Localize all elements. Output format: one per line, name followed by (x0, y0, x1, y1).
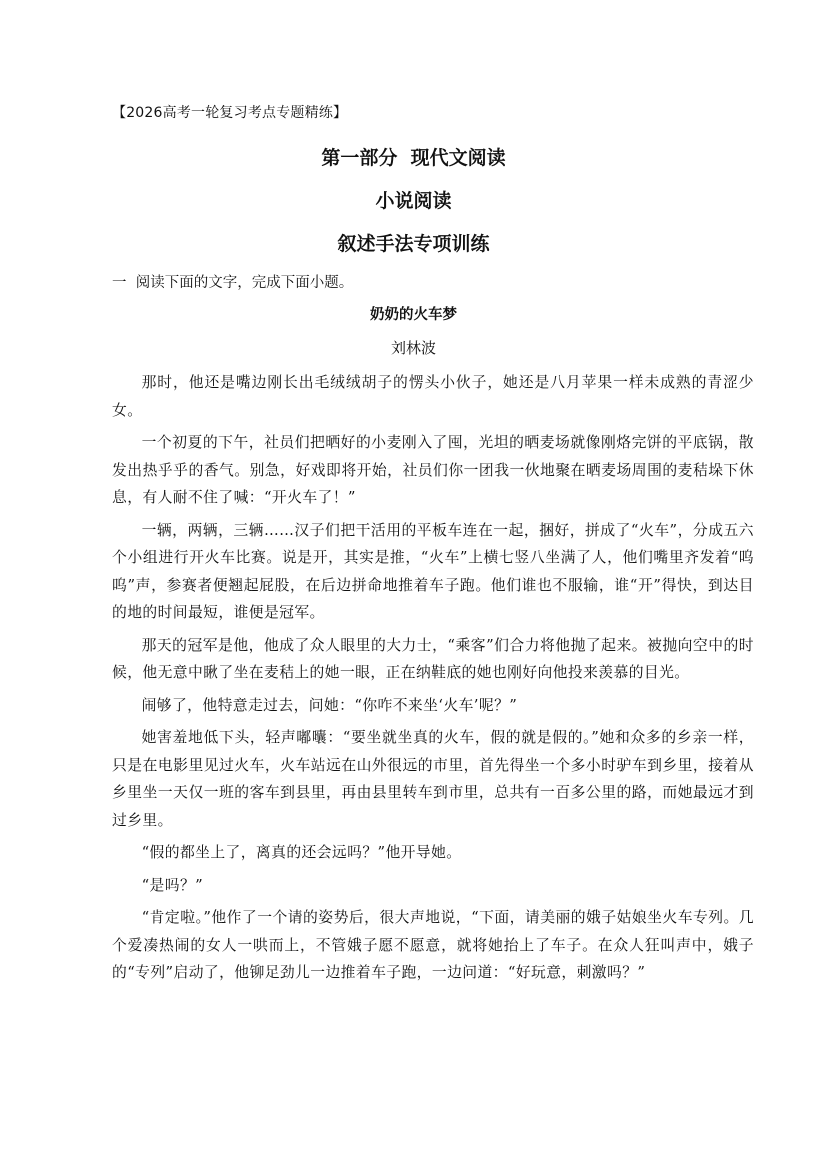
paragraph: 她害羞地低下头，轻声嘟囔：“要坐就坐真的火车，假的就是假的。”她和众多的乡亲一样，只是在电影里见过火车，火车站远在山外很远的市里，首先得坐一个多小时驴车到乡里，接着从乡里坐一天仅一班的客车到县里，再由县里转车到市里，总共有一百多公里的路，而她最远才到过乡里。 (112, 729, 754, 829)
paragraph: 闹够了，他特意走过去，问她：“你咋不来坐‘火车’呢？” (141, 696, 518, 714)
part-title: 第一部分 现代文阅读 (321, 147, 506, 169)
paragraph: 那时，他还是嘴边刚长出毛绒绒胡子的愣头小伙子，她还是八月苹果一样未成熟的青涩少女。 (112, 374, 754, 419)
paragraph: “是吗？” (141, 876, 204, 894)
story-author: 刘林波 (390, 339, 436, 357)
paragraph: 那天的冠军是他，他成了众人眼里的大力士，“乘客”们合力将他抛了起来。被抛向空中的时候，他无意中瞅了坐在麦秸上的她一眼，正在纳鞋底的她也刚好向他投来羡慕的目光。 (112, 636, 754, 681)
section-title: 小说阅读 (375, 190, 452, 212)
paragraph: “假的都坐上了，离真的还会远吗？”他开导她。 (141, 844, 462, 861)
story-body (112, 369, 754, 992)
paragraph: 一辆，两辆，三辆……汉子们把干活用的平板车连在一起，捆好，拼成了“火车”，分成五六个小组进行开火车比赛。说是开，其实是推，“火车”上横七竖八坐满了人，他们嘴里齐发着“呜呜”声，参赛者便翘起屁股，在后边拼命地推着车子跑。他们谁也不服输，谁“开”得快，到达目的地的时间最短，谁便是冠军。 (112, 521, 754, 621)
header-tag: 【2026高考一轮复习考点专题精练】 (112, 105, 348, 121)
question-instruction: 一 阅读下面的文字，完成下面小题。 (112, 275, 354, 291)
story-title: 奶奶的火车梦 (370, 307, 457, 323)
paragraph: “肯定啦。”他作了一个请的姿势后，很大声地说，“下面，请美丽的娥子姑娘坐火车专列。几个爱凑热闹的女人一哄而上，不管娥子愿不愿意，就将她抬上了车子。在众人狂叫声中，娥子的“专列”启动了，他铆足劲儿一边推着车子跑，一边问道：“好玩意，刺激吗？” (112, 909, 754, 981)
paragraph: 一个初夏的下午，社员们把晒好的小麦刚入了囤，光坦的晒麦场就像刚烙完饼的平底锅，散发出热乎乎的香气。别急，好戏即将开始，社员们你一团我一伙地聚在晒麦场周围的麦秸垛下休息，有人耐不住了喊：“开火车了！” (112, 434, 754, 506)
topic-title: 叙述手法专项训练 (337, 233, 490, 255)
